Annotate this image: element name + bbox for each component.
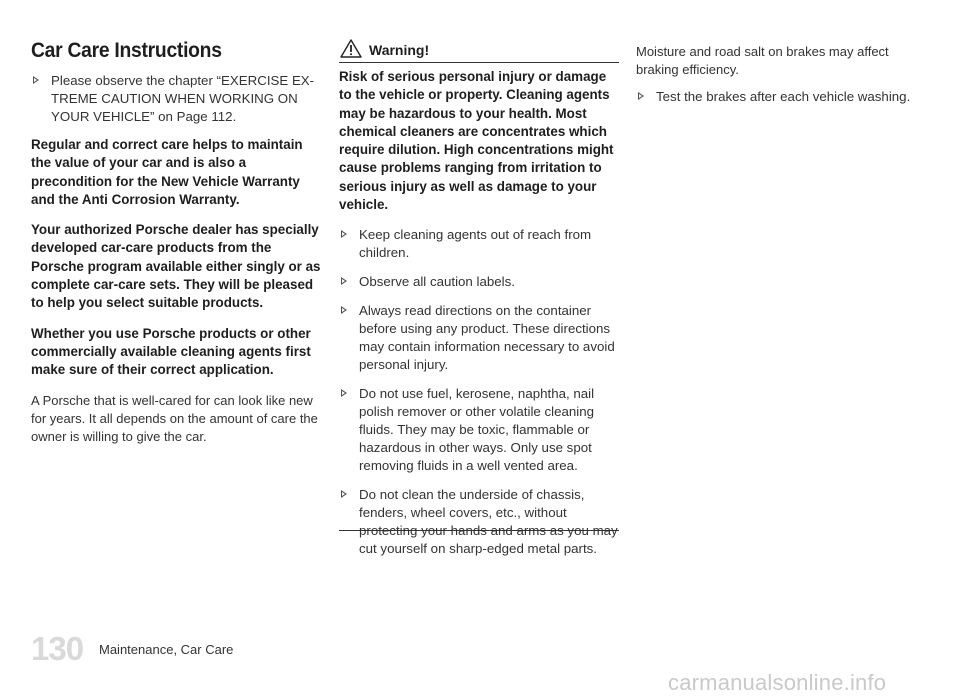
column-right — [636, 43, 936, 106]
warning-triangle-icon — [340, 39, 362, 58]
warning-statement: Risk of serious personal injury or damage to the vehicle or property. Cleaning agents may be hazardous to your health. Most chemical cleaners are concentrates which require dilution. High concentrations might cause problems ranging from irritation to serious injury as well as damage to your vehicle. — [339, 69, 614, 213]
triangle-bullet-icon — [341, 490, 347, 498]
instruction-item — [636, 88, 946, 106]
watermark: carmanualsonline.info — [668, 670, 887, 695]
warning-item-text: Do not use fuel, kerosene, naphtha, nail polish remover or other volatile cleaning fluids. They may be toxic, flammable or hazardous in other ways. Only use spot removing fluids in a well vented area. — [359, 386, 595, 474]
page-title: Car Care Instructions — [31, 39, 222, 62]
warning-item — [339, 486, 621, 558]
paragraph-care: A Porsche that is well-cared for can look like new for years. It all depends on the amount of care the owner is willing to give the car. — [31, 392, 318, 444]
instruction-text: Test the brakes after each vehicle washing. — [656, 89, 911, 104]
warning-label: Warning! — [369, 42, 430, 58]
instruction-text: Please observe the chapter “EXERCISE EX-TREME CAUTION WHEN WORKING ON YOUR VEHICLE” on Page 112. — [51, 73, 315, 124]
warning-header — [339, 38, 619, 63]
warning-item — [339, 302, 621, 374]
column-left — [31, 72, 323, 446]
triangle-bullet-icon — [341, 389, 347, 397]
warning-item — [339, 385, 621, 475]
paragraph-dealer: Your authorized Porsche dealer has specially developed car-care products from the Porsche program available either singly or as complete car-care sets. They will be pleased to help you select suitable products. — [31, 222, 321, 311]
warning-item-text: Always read directions on the container before using any product. These directions may contain information necessary to avoid personal injury. — [359, 303, 615, 373]
triangle-bullet-icon — [33, 76, 39, 84]
warning-bottom-rule — [339, 530, 619, 531]
triangle-bullet-icon — [638, 92, 644, 100]
warning-item-text: Observe all caution labels. — [359, 274, 515, 290]
warning-item — [339, 273, 621, 291]
paragraph-brakes: Moisture and road salt on brakes may affect braking efficiency. — [636, 44, 889, 77]
triangle-bullet-icon — [341, 306, 347, 314]
warning-item-text: Keep cleaning agents out of reach from children. — [359, 227, 592, 261]
page-number: 130 — [31, 630, 84, 667]
triangle-bullet-icon — [341, 277, 347, 285]
warning-item-text: Do not clean the underside of chassis, fenders, wheel covers, etc., without protecting your hands and arms as you may cut yourself on sharp-edged metal parts. — [359, 487, 618, 557]
paragraph-application: Whether you use Porsche products or other commercially available cleaning agents first make sure of their correct application. — [31, 325, 311, 378]
section-label: Maintenance, Car Care — [99, 642, 234, 657]
warning-item — [339, 226, 621, 262]
warning-body — [339, 68, 619, 558]
instruction-item — [31, 72, 323, 126]
triangle-bullet-icon — [341, 230, 347, 238]
paragraph-warranty: Regular and correct care helps to maintain the value of your car and is also a precondition for the New Vehicle Warranty and the Anti Corrosion Warranty. — [31, 137, 303, 207]
